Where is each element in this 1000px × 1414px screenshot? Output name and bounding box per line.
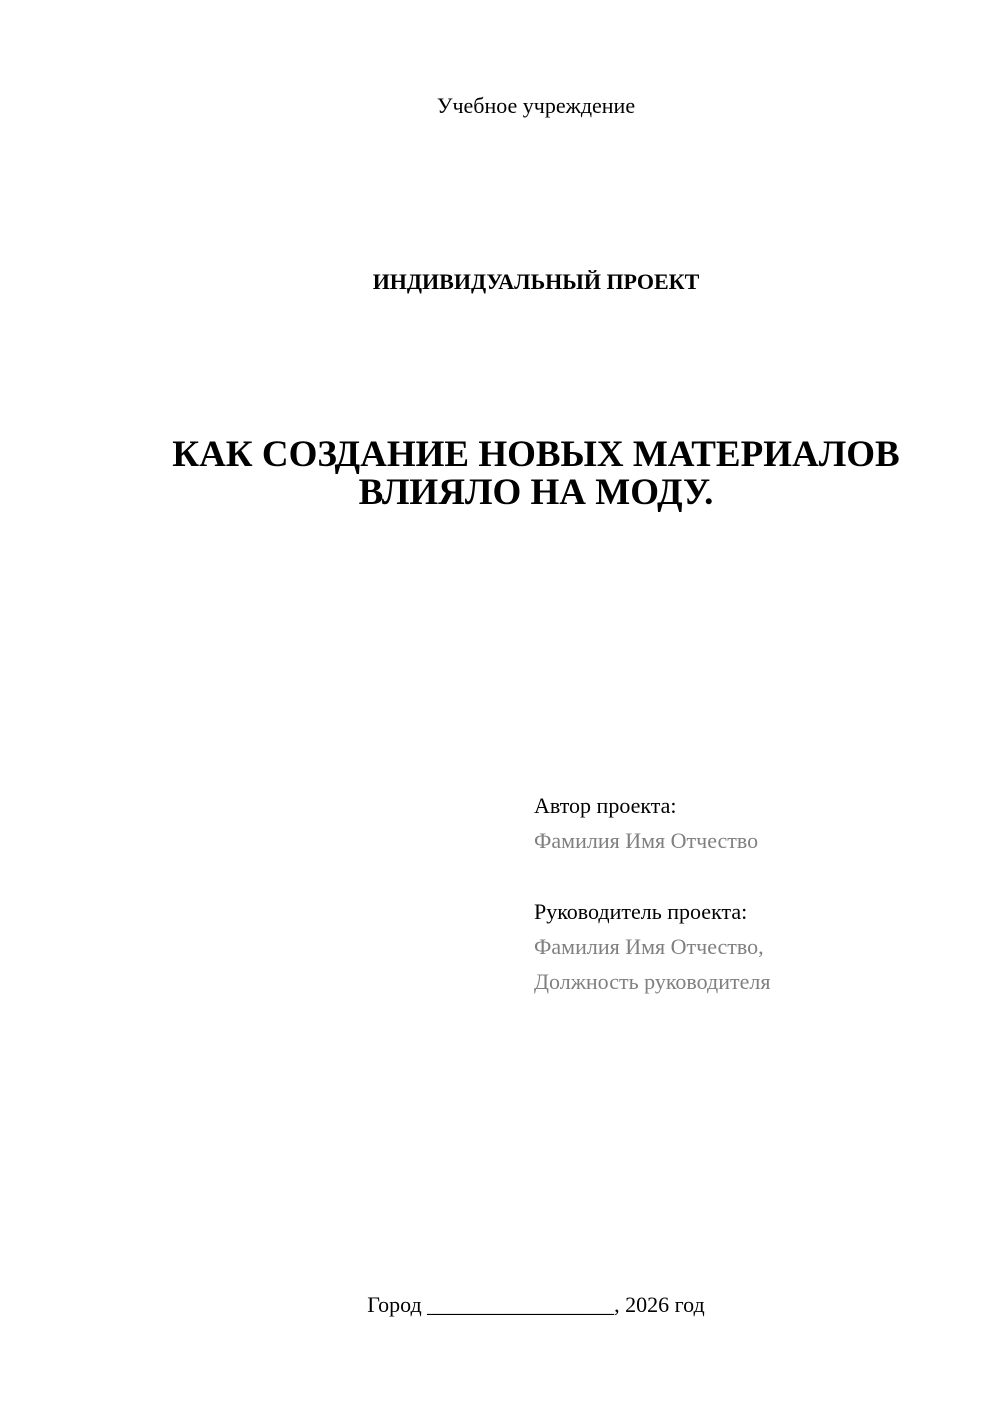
institution-name: Учебное учреждение [436,93,636,118]
author-name: Фамилия Имя Отчество [534,828,759,853]
supervisor-position: Должность руководителя [534,969,771,994]
document-type-heading: ИНДИВИДУАЛЬНЫЙ ПРОЕКТ [372,269,700,294]
info-spacer [534,858,770,894]
supervisor-name: Фамилия Имя Отчество, [534,934,764,959]
supervisor-label: Руководитель проекта: [534,899,748,924]
project-title-line-2: ВЛИЯЛО НА МОДУ. [358,472,714,513]
city-year-line: Город _________________, 2026 год [367,1292,705,1317]
project-info-block [534,788,770,999]
project-title [0,436,1000,512]
author-label: Автор проекта: [534,793,677,818]
project-title-line-1: КАК СОЗДАНИЕ НОВЫХ МАТЕРИАЛОВ [172,434,900,475]
